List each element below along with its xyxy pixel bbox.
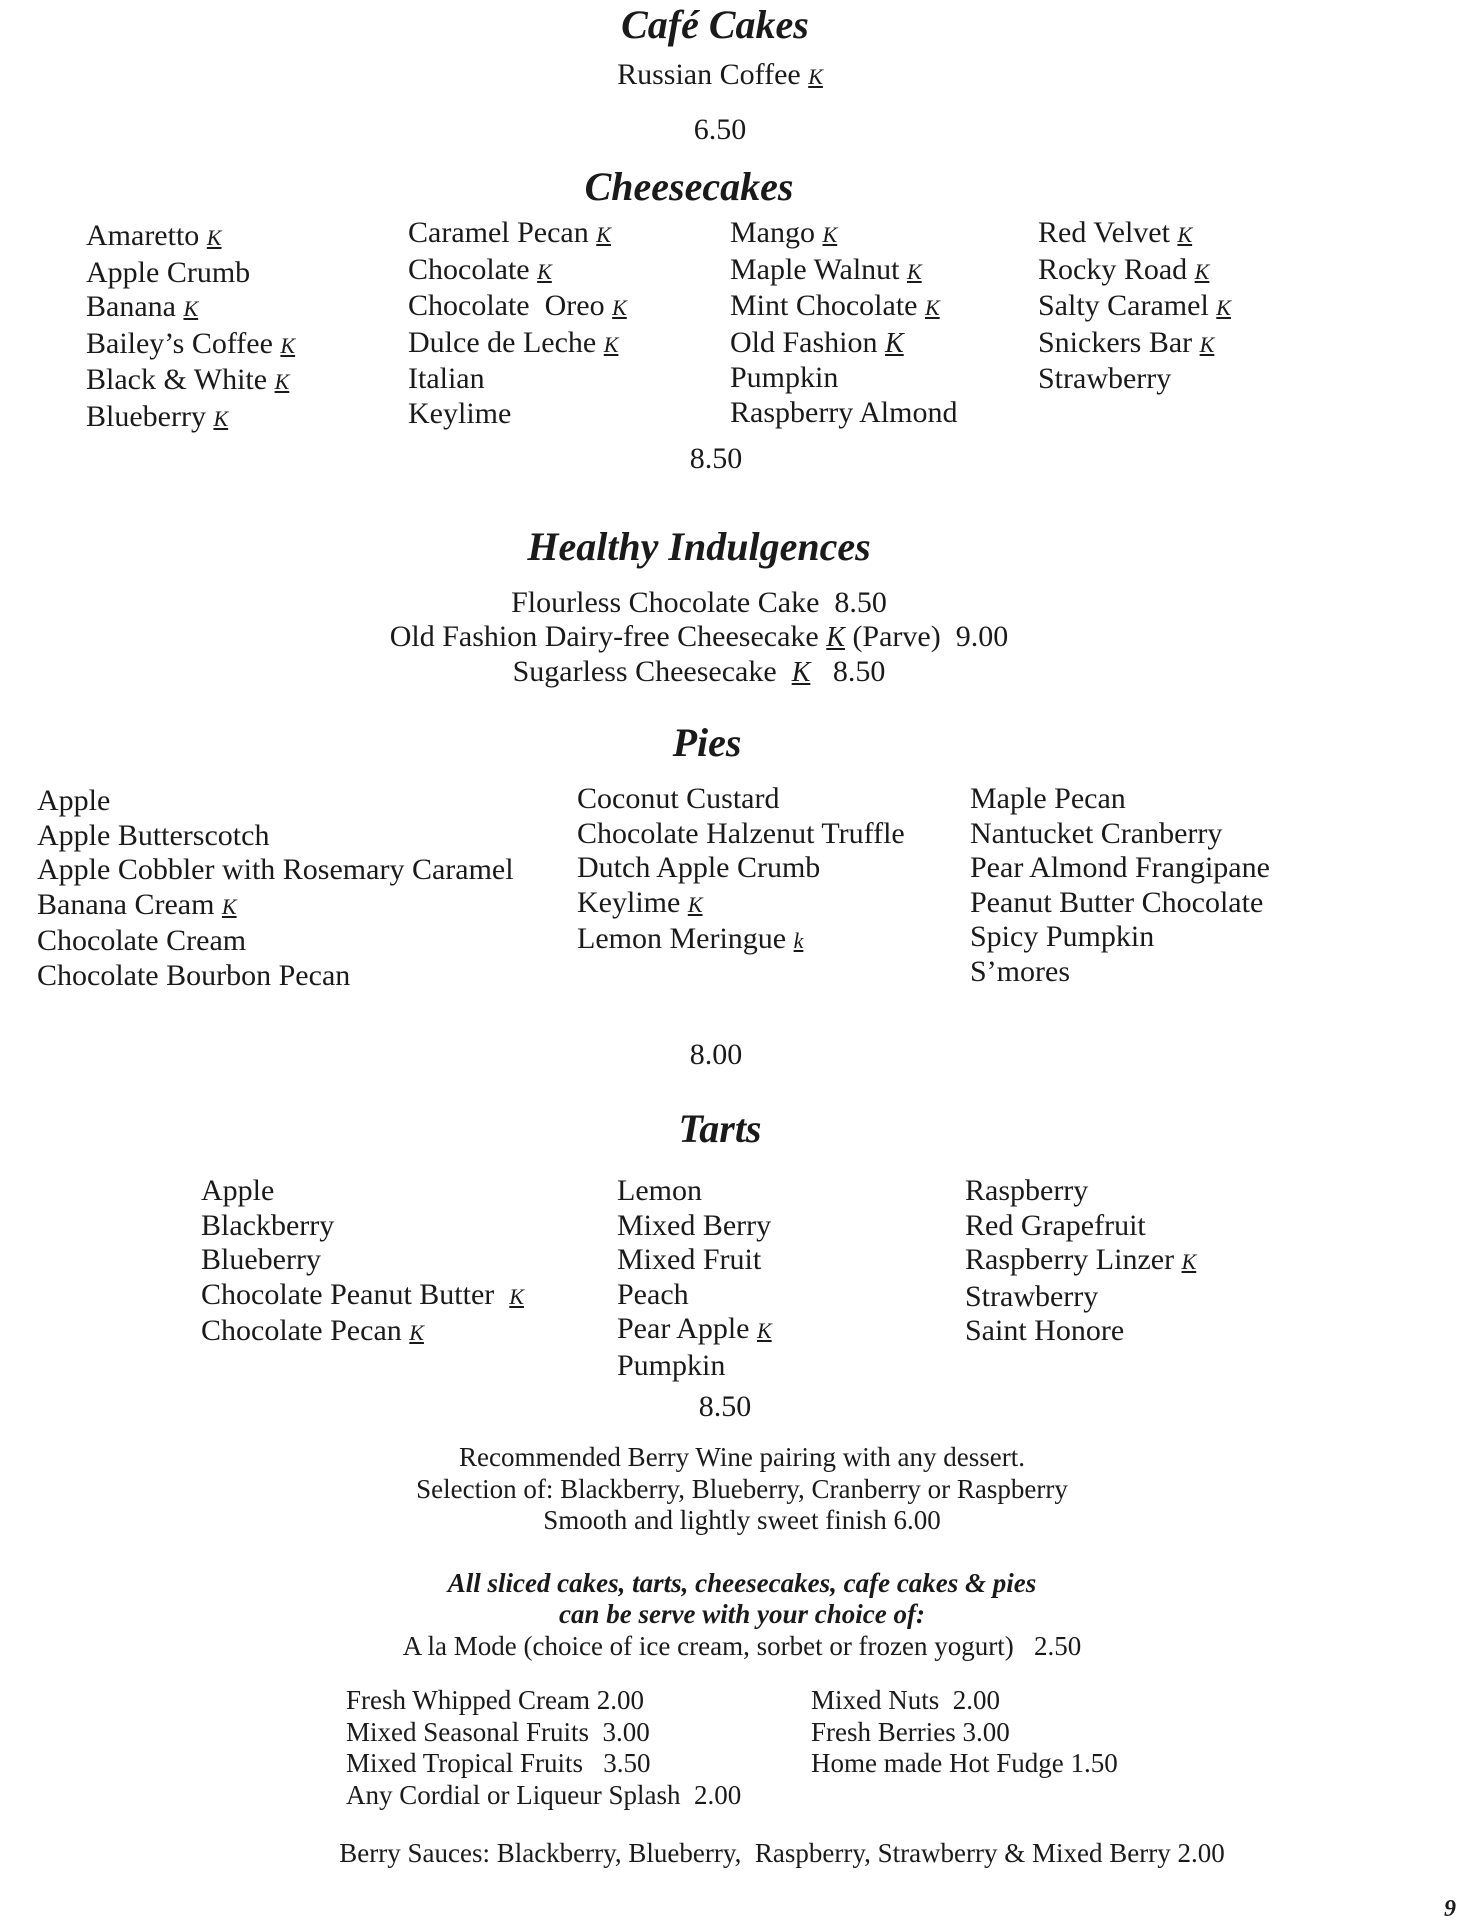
list-item: Black & White K (86, 363, 290, 397)
kosher-mark: K (907, 258, 922, 284)
cheesecakes-title: Cheesecakes (584, 164, 794, 209)
kosher-mark: K (274, 369, 290, 395)
list-item: Mixed Berry (617, 1208, 772, 1242)
tarts-title: Tarts (678, 1106, 762, 1151)
list-item: Dutch Apple Crumb (577, 851, 821, 885)
kosher-mark: K (791, 657, 811, 688)
berry-sauces-line: Berry Sauces: Blackberry, Blueberry, Raspberry, Strawberry & Mixed Berry 2.00 (339, 1838, 1225, 1868)
toppings-intro-1: All sliced cakes, tarts, cheesecakes, cafe cakes & pies (447, 1568, 1037, 1598)
item-name: Russian Coffee (617, 58, 801, 91)
list-item: Fresh Berries 3.00 (811, 1716, 1010, 1747)
wine-line-1: Recommended Berry Wine pairing with any dessert. (458, 1442, 1025, 1472)
list-item: Chocolate Cream (37, 924, 247, 958)
list-item: Saint Honore (965, 1314, 1125, 1348)
pies-column-3 (970, 782, 1270, 990)
list-item: Chocolate K (408, 252, 552, 286)
list-item: Snickers Bar K (1038, 325, 1215, 359)
toppings-left-column (346, 1685, 741, 1811)
kosher-mark: K (826, 622, 845, 653)
list-item: Salty Caramel K (1038, 289, 1231, 323)
list-item: Rocky Road K (1038, 252, 1210, 286)
kosher-mark: K (612, 295, 627, 321)
list-item: Apple Cobbler with Rosemary Caramel (37, 853, 514, 887)
list-item: Raspberry Almond (730, 395, 958, 429)
healthy-line-3: Sugarless Cheesecake K 8.50 (512, 655, 886, 688)
kosher-mark: K (537, 258, 552, 284)
list-item: Caramel Pecan K (408, 216, 611, 249)
list-item: Chocolate Halzenut Truffle (577, 816, 905, 850)
list-item: Chocolate Oreo K (408, 289, 627, 323)
list-item: Lemon Meringue k (577, 922, 804, 956)
kosher-mark: K (221, 893, 237, 919)
cafe-cakes-price: 6.50 (693, 113, 747, 146)
list-item: Home made Hot Fudge 1.50 (811, 1748, 1118, 1779)
list-item: Coconut Custard (577, 782, 780, 815)
list-item: Blackberry (201, 1208, 335, 1242)
list-item: Keylime K (577, 885, 703, 919)
list-item: Dulce de Leche K (408, 325, 619, 359)
list-item: Pear Apple K (617, 1312, 772, 1346)
list-item: Keylime (408, 396, 512, 430)
healthy-line-2: Old Fashion Dairy-free Cheesecake K (Parve) 9.00 (389, 620, 1009, 653)
tarts-column-3 (965, 1174, 1196, 1349)
pies-price: 8.00 (689, 1038, 743, 1071)
list-item: Lemon (617, 1174, 702, 1207)
kosher-mark: K (596, 222, 611, 247)
list-item: Old Fashion K (730, 325, 904, 359)
kosher-mark: K (687, 891, 703, 917)
pies-title: Pies (672, 720, 742, 765)
list-item: Apple (37, 784, 111, 817)
list-item: Raspberry (965, 1174, 1089, 1207)
list-item: Amaretto K (86, 219, 222, 252)
cheesecakes-column-2 (408, 216, 627, 432)
kosher-mark: K (183, 296, 199, 322)
list-item: Mango K (730, 216, 838, 249)
list-item: Chocolate Pecan K (201, 1314, 424, 1348)
tarts-price: 8.50 (698, 1390, 752, 1423)
list-item: Peanut Butter Chocolate (970, 885, 1264, 919)
kosher-mark: K (509, 1283, 524, 1309)
list-item: Any Cordial or Liqueur Splash 2.00 (346, 1779, 742, 1810)
list-item: Red Velvet K (1038, 216, 1193, 249)
list-item: Peach (617, 1277, 689, 1311)
cafe-cakes-item (0, 58, 1440, 95)
kosher-mark: K (1181, 1249, 1197, 1275)
kosher-mark: K (213, 405, 229, 431)
kosher-mark: K (1194, 258, 1210, 284)
cheesecakes-column-1 (86, 219, 295, 437)
pies-column-2 (577, 782, 905, 959)
list-item: Mixed Fruit (617, 1243, 762, 1277)
list-item: Apple (201, 1174, 275, 1207)
cheesecakes-price: 8.50 (689, 442, 743, 475)
list-item: Banana K (86, 290, 199, 324)
list-item: Mixed Tropical Fruits 3.50 (346, 1748, 651, 1779)
list-item: Spicy Pumpkin (970, 920, 1155, 954)
kosher-mark: K (409, 1320, 424, 1346)
list-item: Pumpkin (730, 361, 839, 395)
tarts-column-1 (201, 1174, 524, 1351)
cafe-cakes-title: Café Cakes (621, 2, 809, 47)
alamode-line: A la Mode (choice of ice cream, sorbet or frozen yogurt) 2.50 (402, 1631, 1082, 1661)
healthy-line-1: Flourless Chocolate Cake 8.50 (511, 586, 887, 619)
list-item: Strawberry (965, 1279, 1099, 1313)
kosher-mark: K (280, 332, 296, 358)
list-item: Nantucket Cranberry (970, 816, 1223, 850)
list-item: Maple Walnut K (730, 252, 922, 286)
list-item: Maple Pecan (970, 782, 1126, 815)
list-item: Mint Chocolate K (730, 289, 940, 323)
list-item: S’mores (970, 954, 1070, 988)
wine-line-2: Selection of: Blackberry, Blueberry, Cranberry or Raspberry (416, 1474, 1068, 1504)
kosher-mark: K (1177, 222, 1193, 247)
list-item: Blueberry K (86, 399, 229, 433)
kosher-mark: K (206, 225, 222, 250)
list-item: Apple Butterscotch (37, 818, 270, 852)
list-item: Chocolate Bourbon Pecan (37, 958, 351, 992)
cheesecakes-column-4 (1038, 216, 1231, 397)
toppings-intro-2: can be serve with your choice of: (559, 1599, 925, 1629)
kosher-mark: K (603, 331, 619, 357)
list-item: Apple Crumb (86, 255, 251, 289)
cheesecakes-column-3 (730, 216, 957, 431)
list-item: Blueberry (201, 1243, 321, 1277)
healthy-title: Healthy Indulgences (527, 524, 871, 569)
list-item: Bailey’s Coffee K (86, 326, 296, 360)
list-item: Red Grapefruit (965, 1208, 1146, 1242)
wine-line-3: Smooth and lightly sweet finish 6.00 (543, 1505, 941, 1535)
toppings-right-column (811, 1685, 1118, 1780)
kosher-mark: K (756, 1318, 772, 1344)
kosher-mark: K (822, 222, 838, 247)
list-item: Raspberry Linzer K (965, 1243, 1197, 1277)
list-item: Pear Almond Frangipane (970, 851, 1270, 885)
list-item: Chocolate Peanut Butter K (201, 1277, 524, 1311)
page-number: 9 (1444, 1896, 1456, 1922)
kosher-mark: K (885, 327, 904, 359)
list-item: Fresh Whipped Cream 2.00 (346, 1685, 644, 1715)
list-item: Strawberry (1038, 362, 1172, 396)
list-item: Banana Cream K (37, 887, 237, 921)
kosher-mark: k (793, 928, 804, 954)
tarts-column-2 (617, 1174, 772, 1384)
kosher-mark: K (924, 295, 940, 321)
kosher-mark: K (1216, 295, 1231, 321)
list-item: Mixed Seasonal Fruits 3.00 (346, 1716, 650, 1747)
list-item: Mixed Nuts 2.00 (811, 1685, 1000, 1715)
list-item: Pumpkin (617, 1348, 726, 1382)
kosher-mark: K (1199, 331, 1215, 357)
pies-column-1 (37, 784, 514, 994)
kosher-mark: K (808, 64, 823, 89)
list-item: Italian (408, 362, 485, 396)
